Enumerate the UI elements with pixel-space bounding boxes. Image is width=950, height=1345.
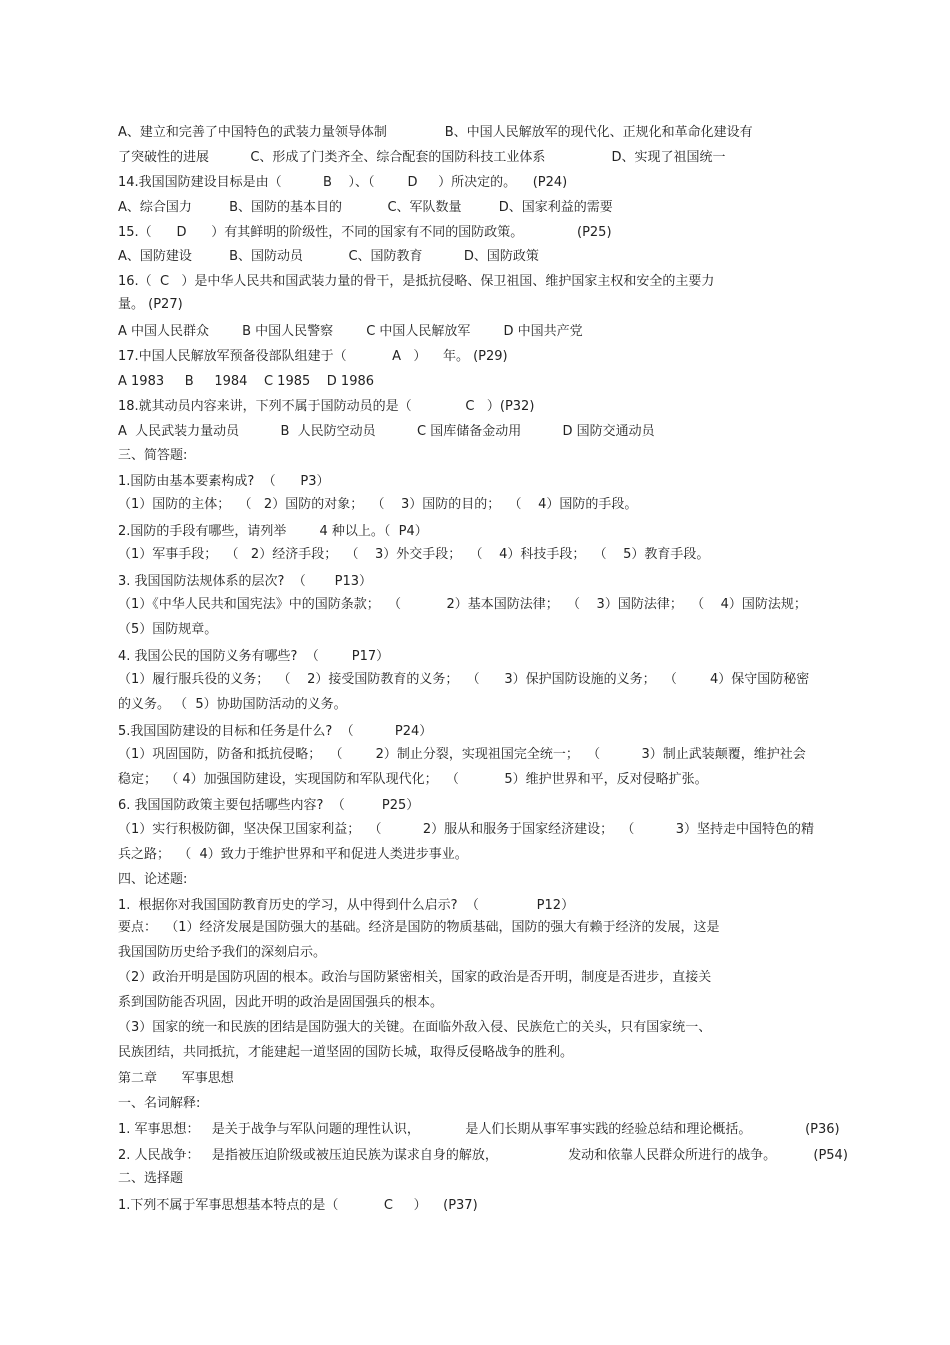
- question: 2.国防的手段有哪些，请列举 4 种以上。（ P4）: [118, 524, 428, 539]
- answer: 民族团结，共同抵抗，才能建起一道坚固的国防长城，取得反侵略战争的胜利。: [118, 1045, 574, 1060]
- question: 1.国防由基本要素构成? （ P3）: [118, 474, 330, 489]
- answer: （1）军事手段； （ 2）经济手段； （ 3）外交手段； （ 4）科技手段； （ 5）教育手段。: [118, 547, 710, 562]
- question: 5.我国国防建设的目标和任务是什么? （ P24）: [118, 724, 433, 739]
- answer: （1）履行服兵役的义务； （ 2）接受国防教育的义务； （ 3）保护国防设施的义务； （ 4）保守国防秘密: [118, 672, 810, 687]
- text-line: 量。 (P27): [118, 297, 183, 312]
- answer: 系到国防能否巩固，因此开明的政治是固国强兵的根本。: [118, 995, 444, 1010]
- text-line: A 人民武装力量动员 B 人民防空动员 C 国库储备金动用 D 国防交通动员: [118, 424, 655, 439]
- answer: 我国国防历史给予我们的深刻启示。: [118, 945, 327, 960]
- answer: （1）国防的主体； （ 2）国防的对象； （ 3）国防的目的； （ 4）国防的手段。: [118, 497, 638, 512]
- answer: （3）国家的统一和民族的团结是国防强大的关键。在面临外敌入侵、民族危亡的关头，只有国家统一、: [118, 1020, 712, 1035]
- answer: 的义务。 （ 5）协助国防活动的义务。: [118, 697, 347, 712]
- answer: （1）《中华人民共和国宪法》中的国防条款； （ 2）基本国防法律； （ 3）国防法律； （ 4）国防法规；: [118, 597, 807, 612]
- answer: 兵之路； （ 4）致力于维护世界和平和促进人类进步事业。: [118, 847, 468, 862]
- answer: （1）实行积极防御，坚决保卫国家利益； （ 2）服从和服务于国家经济建设； （ 3）坚持走中国特色的精: [118, 822, 814, 837]
- definition: 2. 人民战争： 是指被压迫阶级或被压迫民族为谋求自身的解放， 发动和依靠人民群众所进行的战争。 (P54): [118, 1148, 848, 1163]
- answer: （1）巩固国防，防备和抵抗侵略； （ 2）制止分裂，实现祖国完全统一； （ 3）制止武装颠覆，维护社会: [118, 747, 806, 762]
- answer: （5）国防规章。: [118, 622, 218, 637]
- text-line: 18.就其动员内容来讲，下列不属于国防动员的是（ C ）(P32): [118, 399, 535, 414]
- answer: （2）政治开明是国防巩固的根本。政治与国防紧密相关，国家的政治是否开明，制度是否进步，直接关: [118, 970, 712, 985]
- text-line: A、国防建设 B、国防动员 C、国防教育 D、国防政策: [118, 249, 539, 264]
- question: 6. 我国国防政策主要包括哪些内容? （ P25）: [118, 798, 420, 813]
- section-heading: 三、简答题:: [118, 448, 188, 463]
- definition: 1. 军事思想： 是关于战争与军队问题的理性认识， 是人们长期从事军事实践的经验总结和理论概括。 (P36): [118, 1122, 840, 1137]
- answer: 稳定； （ 4）加强国防建设，实现国防和军队现代化； （ 5）维护世界和平，反对侵略扩张。: [118, 772, 708, 787]
- question: 4. 我国公民的国防义务有哪些? （ P17）: [118, 649, 390, 664]
- text-line: 16.（ C ）是中华人民共和国武装力量的骨干，是抵抗侵略、保卫祖国、维护国家主权和安全的主要力: [118, 274, 715, 289]
- text-line: 17.中国人民解放军预备役部队组建于（ A ） 年。 (P29): [118, 349, 508, 364]
- question: 1.下列不属于军事思想基本特点的是（ C ） (P37): [118, 1198, 478, 1213]
- text-line: A、建立和完善了中国特色的武装力量领导体制 B、中国人民解放军的现代化、正规化和革命化建设有: [118, 125, 753, 140]
- text-line: 了突破性的进展 C、形成了门类齐全、综合配套的国防科技工业体系 D、实现了祖国统一: [118, 150, 726, 165]
- section-heading: 二、选择题: [118, 1171, 184, 1186]
- text-line: 15.（ D ）有其鲜明的阶级性，不同的国家有不同的国防政策。 (P25): [118, 225, 612, 240]
- question: 1. 根据你对我国国防教育历史的学习，从中得到什么启示? （ P12）: [118, 898, 575, 913]
- text-line: A 1983 B 1984 C 1985 D 1986: [118, 374, 375, 389]
- answer: 要点： （1）经济发展是国防强大的基础。经济是国防的物质基础，国防的强大有赖于经济的发展，这是: [118, 920, 720, 935]
- text-line: A 中国人民群众 B 中国人民警察 C 中国人民解放军 D 中国共产党: [118, 324, 583, 339]
- section-heading: 一、名词解释:: [118, 1096, 201, 1111]
- text-line: 14.我国国防建设目标是由（ B ）、（ D ）所决定的。 (P24): [118, 175, 568, 190]
- chapter-heading: 第二章 军事思想: [118, 1071, 234, 1086]
- text-line: A、综合国力 B、国防的基本目的 C、军队数量 D、国家利益的需要: [118, 200, 613, 215]
- question: 3. 我国国防法规体系的层次? （ P13）: [118, 574, 373, 589]
- section-heading: 四、论述题:: [118, 872, 188, 887]
